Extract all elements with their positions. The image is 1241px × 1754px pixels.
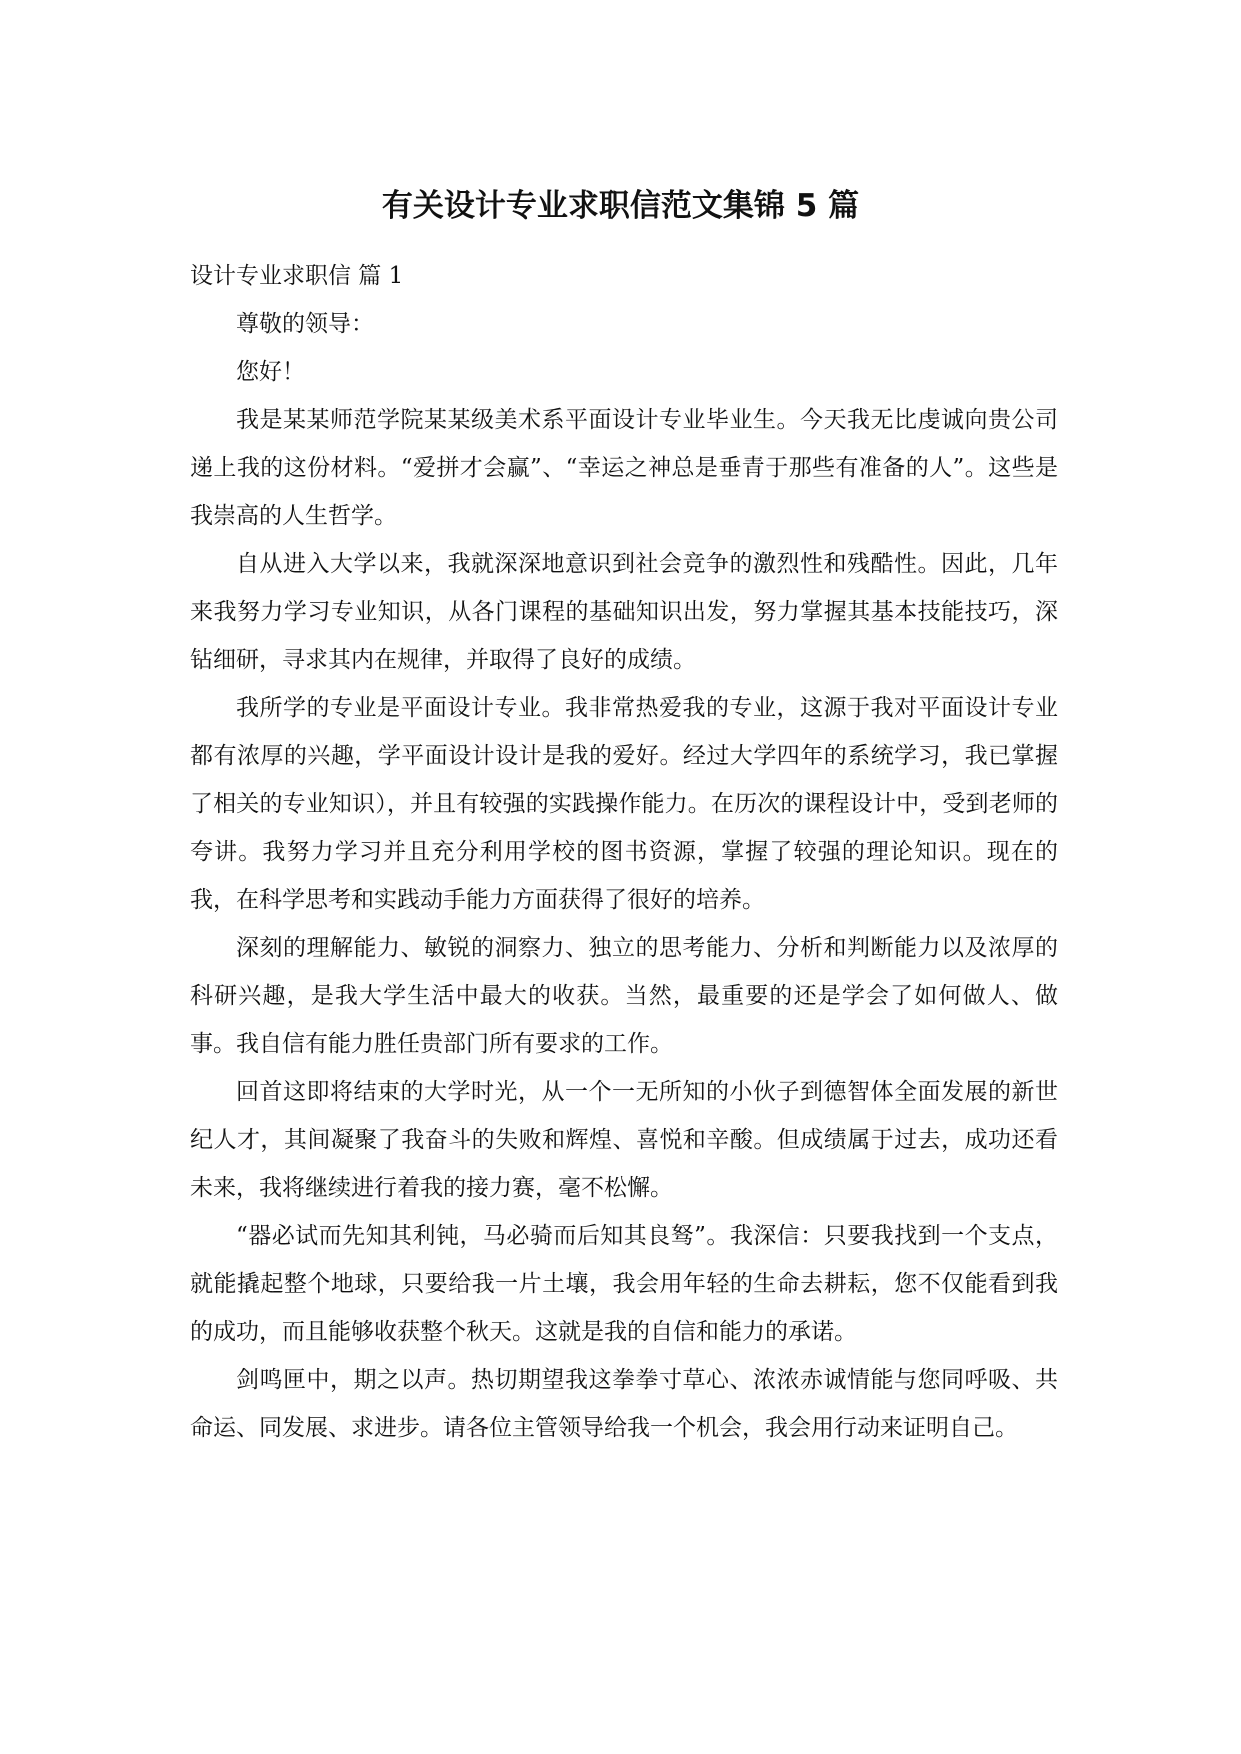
salutation: 尊敬的领导：: [236, 311, 374, 337]
paragraph-reflection: 回首这即将结束的大学时光，从一个一无所知的小伙子到德智体全面发展的新世纪人才，其间凝聚了我奋斗的失败和辉煌、喜悦和辛酸。但成绩属于过去，成功还看未来，我将继续进行着我的接力赛，毫不松懈。: [190, 1079, 1058, 1201]
paragraph-intro: 我是某某师范学院某某级美术系平面设计专业毕业生。今天我无比虔诚向贵公司递上我的这份材料。“爱拼才会赢”、“幸运之神总是垂青于那些有准备的人”。这些是我崇高的人生哲学。: [190, 407, 1058, 529]
paragraph-confidence: “器必试而先知其利钝，马必骑而后知其良驽”。我深信：只要我找到一个支点，就能撬起整个地球，只要给我一片土壤，我会用年轻的生命去耕耘，您不仅能看到我的成功，而且能够收获整个秋天。这就是我的自信和能力的承诺。: [190, 1223, 1058, 1345]
paragraph-abilities: 深刻的理解能力、敏锐的洞察力、独立的思考能力、分析和判断能力以及浓厚的科研兴趣，是我大学生活中最大的收获。当然，最重要的还是学会了如何做人、做事。我自信有能力胜任贵部门所有要求的工作。: [190, 935, 1058, 1057]
greeting: 您好！: [236, 359, 305, 385]
document-title: 有关设计专业求职信范文集锦 5 篇: [381, 188, 860, 224]
paragraph-major: 我所学的专业是平面设计专业。我非常热爱我的专业，这源于我对平面设计专业都有浓厚的兴趣，学平面设计设计是我的爱好。经过大学四年的系统学习，我已掌握了相关的专业知识），并且有较强的实践操作能力。在历次的课程设计中，受到老师的夸讲。我努力学习并且充分利用学校的图书资源，掌握了较强的理论知识。现在的我，在科学思考和实践动手能力方面获得了很好的培养。: [190, 695, 1058, 913]
paragraph-closing: 剑鸣匣中，期之以声。热切期望我这拳拳寸草心、浓浓赤诚情能与您同呼吸、共命运、同发展、求进步。请各位主管领导给我一个机会，我会用行动来证明自己。: [190, 1367, 1058, 1441]
letter-body: [190, 252, 1058, 1452]
paragraph-study: 自从进入大学以来，我就深深地意识到社会竞争的激烈性和残酷性。因此，几年来我努力学习专业知识，从各门课程的基础知识出发，努力掌握其基本技能技巧，深钻细研，寻求其内在规律，并取得了良好的成绩。: [190, 551, 1058, 673]
section-heading: 设计专业求职信 篇 1: [190, 263, 404, 289]
